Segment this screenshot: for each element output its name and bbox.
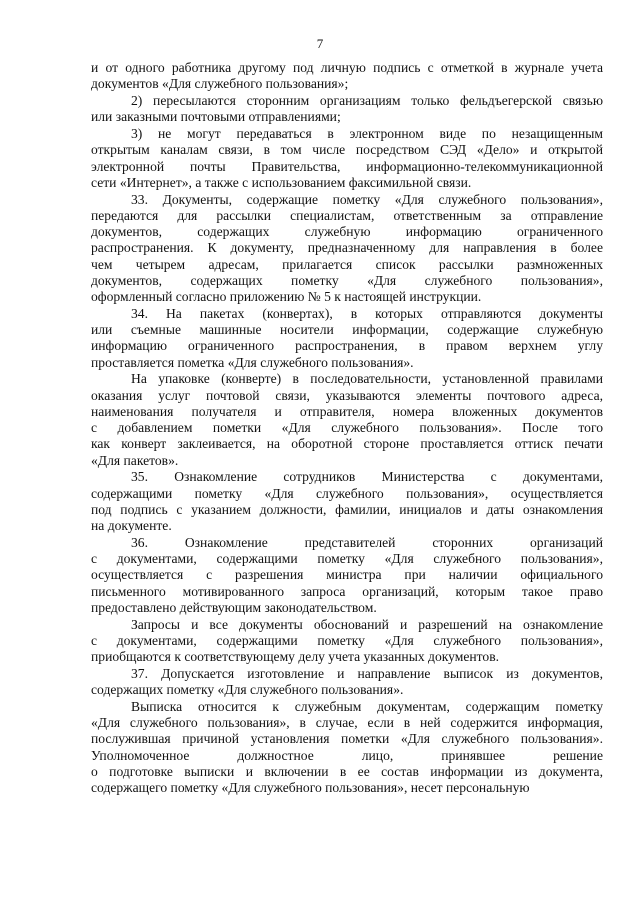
text-line: или съемные машинные носители информации, содержащие служебную: [91, 322, 603, 337]
text-line: оказания услуг почтовой связи, указываются элементы почтового адреса,: [91, 387, 603, 403]
text-line: 35. Ознакомление сотрудников Министерства с документами,: [131, 469, 603, 485]
text-line: 33. Документы, содержащие пометку «Для служебного пользования»,: [131, 191, 603, 207]
paragraph: [91, 617, 603, 666]
text-line: или заказными почтовыми отправлениями;: [91, 109, 341, 125]
page-number: 7: [316, 36, 324, 51]
text-line: и от одного работника другому под личную подпись с отметкой в журнале учета: [91, 60, 603, 75]
text-line: содержащего пометку «Для служебного пользования», несет персональную: [91, 780, 530, 795]
text-line: приобщаются к соответствующему делу учета указанных документов.: [91, 649, 500, 664]
text-line: 34. На пакетах (конвертах), в которых отправляются документы: [131, 305, 603, 321]
text-line: Выписка относится к служебным документам, содержащим пометку: [131, 698, 603, 714]
text-line: содержащих пометку «Для служебного пользования».: [91, 682, 404, 697]
paragraph: [91, 60, 603, 93]
text-line: документов, содержащих служебную информацию ограниченного: [91, 224, 603, 239]
text-line: 2) пересылаются сторонним организациям только фельдъегерской связью: [131, 93, 603, 108]
paragraph: [91, 371, 603, 469]
text-line: 37. Допускается изготовление и направление выписок из документов,: [131, 665, 603, 681]
text-line: информацию ограниченного распространения, в правом верхнем углу: [91, 338, 603, 354]
text-line: открытым каналам связи, в том числе посредством СЭД «Дело» и открытой: [91, 142, 603, 158]
text-line: письменного мотивированного запроса организаций, которым такое право: [91, 583, 603, 599]
text-line: сети «Интернет», а также с использованием факсимильной связи.: [91, 174, 472, 190]
text-line: Запросы и все документы обоснований и разрешений на ознакомление: [131, 616, 603, 632]
text-line: послужившая причиной установления пометки «Для служебного пользования».: [91, 731, 603, 747]
text-line: оформленный согласно приложению № 5 к настоящей инструкции.: [91, 289, 482, 304]
text-line: документов, содержащих пометку «Для служебного пользования»,: [91, 272, 603, 288]
text-line: На упаковке (конверте) в последовательности, установленной правилами: [131, 371, 603, 387]
paragraph: [91, 306, 603, 371]
paragraph: [91, 192, 603, 306]
text-line: передаются для рассылки специалистам, ответственным за отправление: [91, 207, 603, 223]
text-line: с документами, содержащими пометку «Для служебного пользования»,: [91, 551, 603, 566]
paragraph: [91, 666, 603, 699]
text-line: документов «Для служебного пользования»;: [91, 76, 349, 92]
text-line: проставляется пометка «Для служебного пользования».: [91, 354, 414, 370]
text-line: чем четырем адресам, прилагается список рассылки размноженных: [91, 256, 603, 272]
text-line: под подпись с указанием должности, фамилии, инициалов и даты ознакомления: [91, 501, 603, 517]
text-line: Уполномоченное должностное лицо, принявшее решение: [91, 747, 603, 763]
text-line: 3) не могут передаваться в электронном виде по незащищенным: [131, 126, 603, 141]
text-line: наименования получателя и отправителя, номера вложенных документов: [91, 403, 603, 419]
text-line: распространения. К документу, предназначенному для направления в более: [91, 240, 603, 256]
paragraph: [91, 126, 603, 191]
text-line: как конверт заклеивается, на оборотной стороне проставляется оттиск печати: [91, 436, 603, 452]
document-body: [91, 60, 603, 797]
paragraph: [91, 699, 603, 797]
text-line: о подготовке выписки и включении в ее состав информации из документа,: [91, 763, 603, 779]
text-line: с документами, содержащими пометку «Для служебного пользования»,: [91, 632, 603, 648]
text-line: осуществляется с разрешения министра при наличии официального: [91, 567, 603, 583]
paragraph: [91, 469, 603, 534]
text-line: содержащими пометку «Для служебного пользования», осуществляется: [91, 485, 603, 501]
text-line: «Для служебного пользования», в случае, если в ней содержится информация,: [91, 715, 603, 730]
text-line: на документе.: [91, 518, 172, 533]
paragraph: [91, 535, 603, 616]
text-line: 36. Ознакомление представителей сторонних организаций: [131, 534, 603, 550]
text-line: «Для пакетов».: [91, 452, 179, 468]
text-line: с добавлением пометки «Для служебного пользования». После того: [91, 420, 603, 435]
text-line: электронной почты Правительства, информационно-телекоммуникационной: [91, 158, 603, 174]
text-line: предоставлено действующим законодательством.: [91, 599, 377, 615]
paragraph: [91, 93, 603, 126]
